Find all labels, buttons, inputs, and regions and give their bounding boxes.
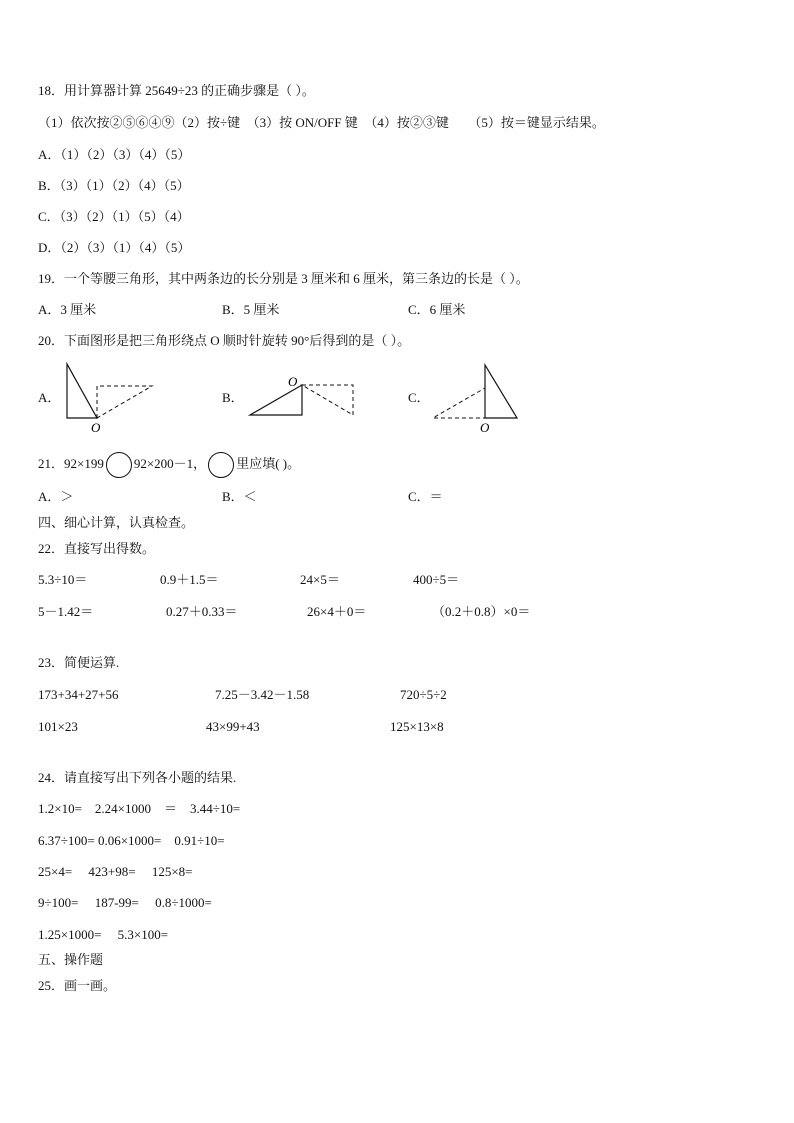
q18-option-c: C．（3）（2）（1）（5）（4）	[38, 209, 190, 224]
q23-r1-c1: 173+34+27+56	[38, 687, 119, 702]
figure-b-solid-triangle	[250, 385, 302, 415]
q21-answer-circle-2[interactable]	[208, 452, 234, 478]
q22-r1-c4: 400÷5＝	[413, 572, 460, 587]
q22-r1-c1: 5.3÷10＝	[38, 572, 88, 587]
section-4-heading: 四、细心计算，认真检查。	[38, 515, 195, 530]
q18-option-a: A．（1）（2）（3）（4）（5）	[38, 147, 191, 162]
q22-r2-c1: 5－1.42＝	[38, 604, 94, 619]
q21-option-c: C．＝	[408, 489, 443, 504]
q20-option-a: A．	[38, 390, 61, 405]
q24-row-3: 25×4= 423+98= 125×8=	[38, 864, 193, 879]
q21-stem	[38, 451, 300, 478]
q19-option-c: C．6 厘米	[408, 302, 466, 317]
q24-row-2: 6.37÷100= 0.06×1000= 0.91÷10=	[38, 833, 225, 848]
q20-option-c: C．	[408, 390, 430, 405]
q21-part3: 里应填( )。	[236, 456, 301, 471]
q22-stem: 22．直接写出得数。	[38, 541, 156, 556]
q23-r1-c2: 7.25－3.42－1.58	[215, 687, 310, 702]
q24-row-4: 9÷100= 187-99= 0.8÷1000=	[38, 895, 212, 910]
q22-r2-c2: 0.27＋0.33＝	[166, 604, 238, 619]
q24-stem: 24．请直接写出下列各小题的结果.	[38, 770, 237, 785]
q23-r1-c3: 720÷5÷2	[400, 687, 447, 702]
q18-steps: （1）依次按②⑤⑥④⑨（2）按÷键 （3）按 ON/OFF 键 （4）按②③键 （5）按＝键显示结果。	[38, 115, 605, 130]
q23-r2-c2: 43×99+43	[206, 719, 260, 734]
figure-c-solid-triangle	[485, 365, 517, 418]
figure-a-dashed-triangle	[97, 386, 152, 418]
q18-option-b: B．（3）（1）（2）（4）（5）	[38, 178, 190, 193]
q21-option-a: A．＞	[38, 489, 74, 504]
q19-option-b: B．5 厘米	[222, 302, 280, 317]
q22-r1-c3: 24×5＝	[300, 572, 340, 587]
q19-stem: 19．一个等腰三角形，其中两条边的长分别是 3 厘米和 6 厘米，第三条边的长是（ ）。	[38, 271, 529, 286]
figure-c-dashed-triangle	[433, 388, 485, 418]
figure-b-point-o: O	[288, 374, 298, 389]
q22-r2-c3: 26×4＋0＝	[307, 604, 367, 619]
q22-r2-c4: （0.2＋0.8）×0＝	[432, 604, 531, 619]
section-5-heading: 五、操作题	[38, 952, 104, 967]
q21-option-b: B．＜	[222, 489, 257, 504]
q21-part1: 21．92×199	[38, 456, 104, 471]
figure-a-solid-triangle	[67, 364, 97, 418]
figure-a-diagram	[60, 360, 170, 438]
figure-b-diagram	[245, 372, 365, 422]
q24-row-1: 1.2×10= 2.24×1000 ＝ 3.44÷10=	[38, 801, 241, 816]
q23-r2-c3: 125×13×8	[390, 719, 444, 734]
figure-b-dashed-triangle	[302, 385, 353, 415]
q24-row-5: 1.25×1000= 5.3×100=	[38, 927, 169, 942]
q25-stem: 25．画一画。	[38, 978, 117, 993]
q21-part2: 92×200－1，	[133, 456, 207, 471]
q23-r2-c1: 101×23	[38, 719, 78, 734]
q19-option-a: A．3 厘米	[38, 302, 97, 317]
q20-stem: 20．下面图形是把三角形绕点 O 顺时针旋转 90°后得到的是（ ）。	[38, 333, 411, 348]
q22-r1-c2: 0.9＋1.5＝	[160, 572, 219, 587]
q21-answer-circle-1[interactable]	[106, 452, 132, 478]
q18-stem: 18．用计算器计算 25649÷23 的正确步骤是（ ）。	[38, 83, 315, 98]
figure-c-diagram	[430, 362, 530, 438]
q20-option-b: B．	[222, 390, 244, 405]
q23-stem: 23．简便运算.	[38, 655, 120, 670]
figure-a-point-o: O	[91, 420, 101, 435]
q18-option-d: D．（2）（3）（1）（4）（5）	[38, 240, 191, 255]
figure-c-point-o: O	[480, 420, 490, 435]
